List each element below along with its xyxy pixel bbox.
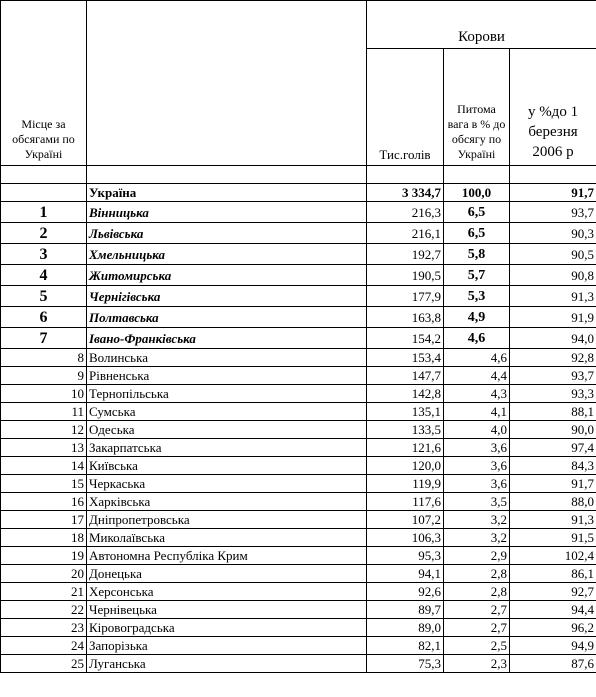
pct-cell: 93,3 <box>510 385 596 403</box>
heads-cell: 216,3 <box>367 202 444 223</box>
pct-cell: 94,9 <box>510 637 596 655</box>
rank-cell: 4 <box>1 265 87 286</box>
region-name-cell: Житомирська <box>87 265 367 286</box>
region-name-cell: Харківська <box>87 493 367 511</box>
share-cell: 4,3 <box>444 385 510 403</box>
share-cell: 5,7 <box>444 265 510 286</box>
table-row <box>1 439 596 457</box>
heads-cell: 92,6 <box>367 583 444 601</box>
share-cell: 2,9 <box>444 547 510 565</box>
table-row <box>1 457 596 475</box>
pct-cell: 91,5 <box>510 529 596 547</box>
region-name-cell: Закарпатська <box>87 439 367 457</box>
region-name-cell: Дніпропетровська <box>87 511 367 529</box>
table-row <box>1 349 596 367</box>
heads-cell: 142,8 <box>367 385 444 403</box>
pct-cell: 92,8 <box>510 349 596 367</box>
rank-cell: 5 <box>1 286 87 307</box>
heads-cell: 190,5 <box>367 265 444 286</box>
pct-column-header: у %до 1 березня 2006 р <box>510 49 596 166</box>
region-name-cell: Миколаївська <box>87 529 367 547</box>
region-name-cell: Полтавська <box>87 307 367 328</box>
table-row <box>1 529 596 547</box>
share-cell: 5,3 <box>444 286 510 307</box>
heads-cell: 121,6 <box>367 439 444 457</box>
heads-cell: 153,4 <box>367 349 444 367</box>
pct-cell: 90,8 <box>510 265 596 286</box>
cows-group-header: Корови <box>367 1 596 49</box>
region-name-cell: Хмельницька <box>87 244 367 265</box>
table-row <box>1 244 596 265</box>
rank-cell: 19 <box>1 547 87 565</box>
rank-column-header: Місце за обсягами по Україні <box>1 1 87 166</box>
rank-cell: 23 <box>1 619 87 637</box>
table-row <box>1 307 596 328</box>
table-row <box>1 475 596 493</box>
rank-cell: 18 <box>1 529 87 547</box>
rank-cell: 22 <box>1 601 87 619</box>
rank-cell: 24 <box>1 637 87 655</box>
region-name-cell: Сумська <box>87 403 367 421</box>
pct-cell: 94,0 <box>510 328 596 349</box>
share-cell: 3,6 <box>444 475 510 493</box>
pct-cell: 91,9 <box>510 307 596 328</box>
heads-cell: 147,7 <box>367 367 444 385</box>
region-name-cell: Луганська <box>87 655 367 673</box>
region-name-cell: Чернівецька <box>87 601 367 619</box>
pct-cell: 93,7 <box>510 367 596 385</box>
rank-cell: 15 <box>1 475 87 493</box>
region-name-cell: Кіровоградська <box>87 619 367 637</box>
pct-cell: 87,6 <box>510 655 596 673</box>
share-cell: 4,0 <box>444 421 510 439</box>
share-column-header: Питома вага в % до обсягу по Україні <box>444 49 510 166</box>
heads-cell: 89,7 <box>367 601 444 619</box>
region-name-cell: Запорізька <box>87 637 367 655</box>
heads-cell: 95,3 <box>367 547 444 565</box>
rank-cell: 7 <box>1 328 87 349</box>
region-column-header <box>87 1 367 166</box>
rank-cell: 16 <box>1 493 87 511</box>
share-cell: 2,8 <box>444 565 510 583</box>
table-row <box>1 385 596 403</box>
heads-cell: 106,3 <box>367 529 444 547</box>
region-name-cell: Херсонська <box>87 583 367 601</box>
region-name-cell: Донецька <box>87 565 367 583</box>
rank-cell: 6 <box>1 307 87 328</box>
rank-cell: 8 <box>1 349 87 367</box>
pct-cell: 90,5 <box>510 244 596 265</box>
heads-cell: 177,9 <box>367 286 444 307</box>
rank-cell: 9 <box>1 367 87 385</box>
share-cell: 3,6 <box>444 439 510 457</box>
pct-cell: 92,7 <box>510 583 596 601</box>
table-row <box>1 583 596 601</box>
pct-cell: 91,3 <box>510 511 596 529</box>
rank-cell: 25 <box>1 655 87 673</box>
region-name-cell: Волинська <box>87 349 367 367</box>
share-cell: 2,3 <box>444 655 510 673</box>
pct-cell: 88,1 <box>510 403 596 421</box>
heads-cell: 135,1 <box>367 403 444 421</box>
rank-cell: 20 <box>1 565 87 583</box>
share-cell: 5,8 <box>444 244 510 265</box>
rank-cell: 17 <box>1 511 87 529</box>
total-rank-cell <box>1 184 87 202</box>
table-row <box>1 265 596 286</box>
share-cell: 4,6 <box>444 349 510 367</box>
table-row <box>1 493 596 511</box>
pct-cell: 97,4 <box>510 439 596 457</box>
table-row <box>1 601 596 619</box>
heads-cell: 82,1 <box>367 637 444 655</box>
pct-cell: 93,7 <box>510 202 596 223</box>
heads-cell: 192,7 <box>367 244 444 265</box>
heads-cell: 75,3 <box>367 655 444 673</box>
table-row <box>1 403 596 421</box>
share-cell: 2,8 <box>444 583 510 601</box>
table-row <box>1 286 596 307</box>
total-row <box>1 184 596 202</box>
table-row <box>1 202 596 223</box>
rank-cell: 2 <box>1 223 87 244</box>
rank-cell: 11 <box>1 403 87 421</box>
pct-cell: 90,0 <box>510 421 596 439</box>
total-name-cell: Україна <box>87 184 367 202</box>
pct-cell: 94,4 <box>510 601 596 619</box>
pct-cell: 91,7 <box>510 475 596 493</box>
pct-cell: 88,0 <box>510 493 596 511</box>
pct-cell: 102,4 <box>510 547 596 565</box>
share-cell: 3,5 <box>444 493 510 511</box>
share-cell: 3,2 <box>444 529 510 547</box>
region-name-cell: Київська <box>87 457 367 475</box>
heads-cell: 163,8 <box>367 307 444 328</box>
rank-cell: 13 <box>1 439 87 457</box>
region-name-cell: Тернопільська <box>87 385 367 403</box>
table-row <box>1 637 596 655</box>
heads-cell: 216,1 <box>367 223 444 244</box>
pct-cell: 84,3 <box>510 457 596 475</box>
table-row <box>1 511 596 529</box>
table-row <box>1 547 596 565</box>
total-pct-cell: 91,7 <box>510 184 596 202</box>
heads-cell: 117,6 <box>367 493 444 511</box>
rank-cell: 10 <box>1 385 87 403</box>
rank-cell: 3 <box>1 244 87 265</box>
pct-cell: 86,1 <box>510 565 596 583</box>
heads-cell: 120,0 <box>367 457 444 475</box>
table-row <box>1 367 596 385</box>
share-cell: 6,5 <box>444 202 510 223</box>
table-row <box>1 655 596 673</box>
table-row <box>1 619 596 637</box>
rank-cell: 12 <box>1 421 87 439</box>
region-name-cell: Автономна Республіка Крим <box>87 547 367 565</box>
region-name-cell: Івано-Франківська <box>87 328 367 349</box>
share-cell: 2,5 <box>444 637 510 655</box>
table-row <box>1 421 596 439</box>
rank-cell: 1 <box>1 202 87 223</box>
heads-cell: 89,0 <box>367 619 444 637</box>
region-name-cell: Чернігівська <box>87 286 367 307</box>
table-row <box>1 328 596 349</box>
heads-column-header: Тис.голів <box>367 49 444 166</box>
share-cell: 2,7 <box>444 619 510 637</box>
heads-cell: 94,1 <box>367 565 444 583</box>
pct-cell: 96,2 <box>510 619 596 637</box>
share-cell: 4,9 <box>444 307 510 328</box>
share-cell: 3,2 <box>444 511 510 529</box>
heads-cell: 107,2 <box>367 511 444 529</box>
region-name-cell: Вінницька <box>87 202 367 223</box>
heads-cell: 133,5 <box>367 421 444 439</box>
table-row <box>1 223 596 244</box>
region-name-cell: Рівненська <box>87 367 367 385</box>
pct-cell: 90,3 <box>510 223 596 244</box>
table-row <box>1 565 596 583</box>
heads-cell: 119,9 <box>367 475 444 493</box>
share-cell: 4,4 <box>444 367 510 385</box>
share-cell: 4,1 <box>444 403 510 421</box>
share-cell: 4,6 <box>444 328 510 349</box>
pct-cell: 91,3 <box>510 286 596 307</box>
total-heads-cell: 3 334,7 <box>367 184 444 202</box>
region-name-cell: Одеська <box>87 421 367 439</box>
share-cell: 3,6 <box>444 457 510 475</box>
share-cell: 2,7 <box>444 601 510 619</box>
header-row-1 <box>1 1 596 49</box>
rank-cell: 14 <box>1 457 87 475</box>
rank-cell: 21 <box>1 583 87 601</box>
total-share-cell: 100,0 <box>444 184 510 202</box>
share-cell: 6,5 <box>444 223 510 244</box>
region-name-cell: Черкаська <box>87 475 367 493</box>
region-name-cell: Львівська <box>87 223 367 244</box>
spacer-row <box>1 166 596 184</box>
heads-cell: 154,2 <box>367 328 444 349</box>
